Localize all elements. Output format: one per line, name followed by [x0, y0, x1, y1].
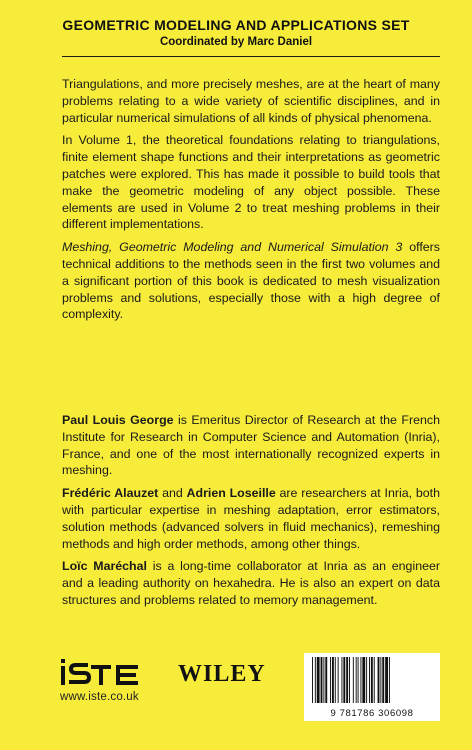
barcode-bar	[325, 657, 327, 703]
barcode-bar	[362, 657, 365, 703]
barcode-bar	[323, 657, 324, 703]
author-name: Frédéric Alauzet	[62, 486, 159, 501]
author-bio-2	[62, 485, 440, 552]
barcode-bar	[366, 657, 367, 703]
barcode-bar	[389, 657, 390, 703]
barcode-bar	[330, 657, 331, 703]
book-blurb	[62, 76, 440, 329]
series-title: GEOMETRIC MODELING AND APPLICATIONS SET	[62, 17, 410, 33]
barcode-bar	[343, 657, 345, 703]
blurb-paragraph-3-text: offers technical additions to the methods seen in the first two volumes and a significant portion of this book is dedicated to mesh visualization problems and solutions, especially those with a high degree of complexity.	[62, 240, 440, 322]
barcode-bar	[369, 657, 370, 703]
barcode-bar	[385, 657, 388, 703]
barcode-bar	[353, 657, 354, 703]
isbn-barcode	[304, 653, 440, 721]
barcode-bar	[382, 657, 384, 703]
author-bio-3	[62, 558, 440, 608]
barcode-bar	[338, 657, 339, 703]
author-bio-text: is Emeritus Director of Research at the French Institute for Research in Computer Science and Automation (Inria), France, and one of the most internationally recognized experts in meshing.	[62, 413, 440, 478]
barcode-bars	[310, 657, 434, 705]
series-coordinator: Coordinated by Marc Daniel	[159, 36, 313, 48]
author-bios	[62, 412, 440, 615]
barcode-bar	[315, 657, 316, 703]
barcode-bar	[321, 657, 323, 703]
book-title: Meshing, Geometric Modeling and Numerical Simulation 3	[62, 240, 403, 255]
author-name: Adrien Loseille	[186, 486, 276, 501]
isbn-number: 9 781786 306098	[330, 708, 414, 719]
barcode-bar	[346, 657, 348, 703]
iste-logo	[60, 656, 156, 686]
barcode-bar	[349, 657, 350, 703]
blurb-paragraph-2: In Volume 1, the theoretical foundations relating to triangulations, finite element shape functions and their interpretations as geometric patches were explored. This has made it possible to build tools that make the geometric modeling of any object possible. These elements are used in Volume 2 to treat meshing problems in their different implementations.	[62, 133, 440, 232]
iste-url: www.iste.co.uk	[60, 691, 139, 703]
blurb-paragraph-3	[62, 239, 440, 323]
barcode-bar	[335, 657, 336, 703]
barcode-bar	[358, 657, 359, 703]
barcode-bar	[341, 657, 342, 703]
header	[0, 17, 472, 48]
wiley-logo: WILEY	[178, 661, 266, 687]
barcode-bar	[380, 657, 381, 703]
author-bio-1	[62, 412, 440, 479]
barcode-bar	[312, 657, 313, 703]
author-bio-text: is a long-time collaborator at Inria as an engineer and a leading authority on hexahedra. He is also an expert on data structures and problems related to memory management.	[62, 559, 440, 607]
barcode-bar	[378, 657, 380, 703]
blurb-paragraph-1: Triangulations, and more precisely meshes, are at the heart of many problems relating to a wide variety of scientific disciplines, and in particular numerical simulations of all kinds of physical phenomena.	[62, 77, 440, 125]
barcode-bar	[371, 657, 373, 703]
author-name: Loïc Maréchal	[62, 559, 147, 574]
barcode-bar	[356, 657, 357, 703]
barcode-bar	[360, 657, 361, 703]
author-conjunction: and	[158, 486, 187, 501]
author-name: Paul Louis George	[62, 413, 174, 427]
barcode-bar	[374, 657, 375, 703]
barcode-bar	[332, 657, 334, 703]
header-rule	[62, 56, 440, 57]
author-bio-text: are researchers at Inria, both with particular expertise in meshing adaptation, error estimators, solution methods (advanced solvers in fluid mechanics), remeshing methods and high order methods, among other things.	[62, 486, 440, 551]
barcode-bar	[317, 657, 320, 703]
